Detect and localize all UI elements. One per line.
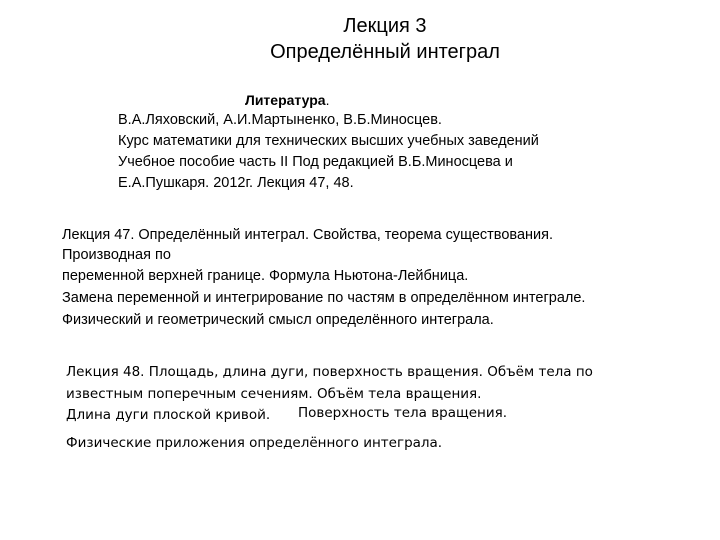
literature-heading-suffix: .: [325, 92, 330, 108]
literature-line: Учебное пособие часть II Под редакцией В.Б.Миносцева и: [118, 154, 513, 170]
slide-title-line-1: Лекция 3: [343, 15, 427, 37]
literature-line: Е.А.Пушкаря. 2012г. Лекция 47, 48.: [118, 175, 354, 191]
lecture-48-line: Лекция 48. Площадь, длина дуги, поверхность вращения. Объём тела по: [66, 364, 593, 380]
literature-heading-label: Литература: [245, 92, 326, 108]
literature-heading: [245, 90, 329, 110]
lecture-47-line: Производная по: [62, 247, 171, 263]
literature-line: В.А.Ляховский, А.И.Мартыненко, В.Б.Миносцев.: [118, 112, 442, 128]
lecture-47-line: Лекция 47. Определённый интеграл. Свойства, теорема существования.: [62, 227, 553, 243]
lecture-47-line: переменной верхней границе. Формула Ньютона-Лейбница.: [62, 268, 469, 284]
lecture-48-line: Физические приложения определённого интеграла.: [66, 435, 443, 451]
slide-title-line-2: Определённый интеграл: [270, 41, 500, 63]
literature-line: Курс математики для технических высших учебных заведений: [118, 133, 539, 149]
lecture-48-line: известным поперечным сечениям. Объём тела вращения.: [66, 386, 482, 402]
lecture-48-line: Поверхность тела вращения.: [298, 405, 508, 421]
lecture-48-line: Длина дуги плоской кривой.: [66, 407, 271, 423]
lecture-47-line: Замена переменной и интегрирование по частям в определённом интеграле.: [62, 290, 586, 306]
lecture-47-line: Физический и геометрический смысл определённого интеграла.: [62, 312, 494, 328]
